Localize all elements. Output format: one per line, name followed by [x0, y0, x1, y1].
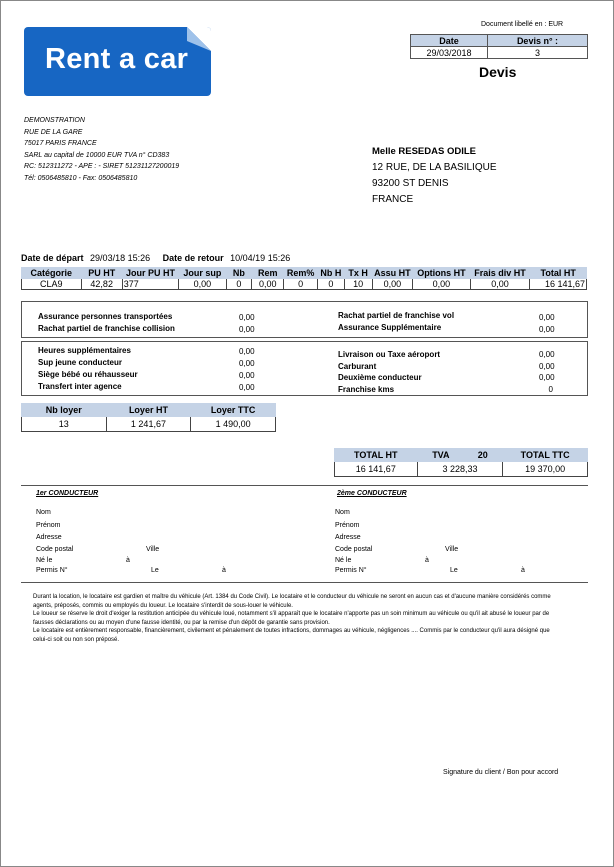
legal-paragraph: Le loueur se réserve le droit d'exiger la restitution anticipée du véhicule loué, notamment s'il apparaît que le locataire n'apporte pas un soin minimum au véhicule ou qu'il ait abusé le loueur par de fausses déclarations ou au moyen d'une fausse identité, ou par la remise d'un dépôt de garantie sans provision. — [33, 611, 550, 626]
cell-loyer-ttc: 1 490,00 — [191, 417, 276, 432]
extra-left-labels — [38, 345, 138, 393]
cell-assu-ht: 0,00 — [372, 279, 413, 290]
th-nb-loyer: Nb loyer — [22, 404, 107, 417]
second-driver-fields — [335, 507, 361, 545]
total-ttc-value: 19 370,00 — [503, 462, 588, 477]
ne-le-label: Né le — [36, 556, 53, 564]
ville-label: Ville — [146, 546, 160, 553]
option-label: Transfert inter agence — [38, 382, 122, 391]
cell-rem: 0,00 — [252, 279, 284, 290]
rental-table-header — [22, 268, 587, 279]
option-value: 0,00 — [539, 325, 555, 334]
client-country: FRANCE — [372, 194, 414, 205]
extra-right-values — [539, 349, 553, 395]
client-address — [372, 144, 497, 208]
th-total-ht: Total HT — [530, 268, 587, 279]
client-street: 12 RUE, DE LA BASILIQUE — [372, 162, 497, 173]
option-label: Assurance Supplémentaire — [338, 323, 442, 332]
company-logo — [24, 27, 211, 96]
loyer-table-header — [22, 404, 276, 417]
company-street: RUE DE LA GARE — [24, 128, 83, 136]
extra-right-labels — [338, 349, 440, 395]
a-label: à — [222, 567, 226, 574]
col-date-header: Date — [411, 35, 488, 47]
a-label: à — [126, 556, 130, 564]
th-rem: Rem — [252, 268, 284, 279]
option-label: Sup jeune conducteur — [38, 358, 123, 367]
cell-options-ht: 0,00 — [413, 279, 471, 290]
a-label: à — [425, 556, 429, 564]
document-title: Devis — [479, 64, 517, 80]
ville-label: Ville — [445, 546, 459, 553]
code-postal-label: Code postal — [36, 546, 74, 553]
code-postal-label: Code postal — [335, 546, 373, 553]
second-driver-fields-2 — [335, 545, 525, 577]
permis-label: Permis N° — [36, 567, 68, 574]
cell-tx-h: 10 — [344, 279, 372, 290]
th-loyer-ht: Loyer HT — [106, 404, 191, 417]
logo-text: Rent a car — [45, 43, 189, 75]
option-label: Assurance personnes transportées — [38, 312, 173, 321]
company-info — [24, 115, 179, 184]
th-nb: Nb — [226, 268, 252, 279]
tva-label: TVA — [432, 450, 450, 460]
option-value: 0,00 — [539, 313, 555, 322]
depart-value: 29/03/18 15:26 — [90, 253, 151, 263]
extra-left-values — [239, 346, 255, 394]
th-tx-h: Tx H — [344, 268, 372, 279]
nom-label: Nom — [335, 509, 350, 516]
option-value: 0,00 — [239, 383, 255, 392]
first-driver-fields — [36, 507, 62, 545]
th-jour-sup: Jour sup — [179, 268, 226, 279]
cell-jour-pu-ht: 377 — [122, 279, 179, 290]
option-value: 0,00 — [539, 373, 555, 382]
currency-note: Document libellé en : EUR — [481, 21, 564, 28]
devis-number: 3 — [488, 47, 588, 59]
option-label: Deuxième conducteur — [338, 373, 422, 382]
ne-le-label: Né le — [335, 556, 352, 564]
loyer-table — [21, 403, 276, 432]
cell-nb-h: 0 — [318, 279, 345, 290]
retour-label: Date de retour — [162, 253, 224, 263]
insurance-right-labels — [338, 310, 454, 334]
devis-header-table — [410, 34, 588, 59]
insurance-right-values — [539, 312, 555, 336]
table-row — [22, 279, 587, 290]
option-label: Heures supplémentaires — [38, 346, 131, 355]
th-nb-h: Nb H — [318, 268, 345, 279]
legal-paragraph: Le locataire est entièrement responsable, financièrement, civilement et pénalement de toutes infractions, dommages au véhicule, négligences .... Commis par le conducteur qu'il aura désigné que celui-ci soit ou non son préposé. — [33, 628, 550, 643]
signature-label: Signature du client / Bon pour accord — [443, 769, 559, 776]
col-devis-header: Devis n° : — [488, 35, 588, 47]
th-rem-pct: Rem% — [284, 268, 318, 279]
company-rc: RC: 512311272 - APE : - SIRET 51231127200019 — [24, 163, 180, 170]
a-label: à — [521, 567, 525, 574]
cell-total-ht: 16 141,67 — [530, 279, 587, 290]
total-ht-value: 16 141,67 — [335, 462, 418, 477]
option-value: 0,00 — [239, 347, 255, 356]
adresse-label: Adresse — [335, 534, 361, 541]
tva-rate: 20 — [477, 450, 488, 460]
totals-header — [335, 449, 588, 462]
cell-pu-ht: 42,82 — [81, 279, 122, 290]
option-label: Rachat partiel de franchise vol — [338, 311, 455, 320]
option-value: 0,00 — [539, 350, 555, 359]
prenom-label: Prénom — [36, 521, 61, 529]
table-row — [22, 417, 276, 432]
cell-frais-div-ht: 0,00 — [470, 279, 530, 290]
table-row — [335, 462, 588, 477]
cell-nb-loyer: 13 — [22, 417, 107, 432]
option-label: Siège bébé ou réhausseur — [38, 370, 138, 379]
totals-table — [334, 448, 588, 477]
option-value: 0 — [548, 384, 553, 394]
rental-table — [21, 267, 587, 290]
option-value: 0,00 — [539, 361, 555, 371]
th-categorie: Catégorie — [22, 268, 82, 279]
th-frais-div-ht: Frais div HT — [470, 268, 530, 279]
company-name: DEMONSTRATION — [24, 117, 85, 124]
th-options-ht: Options HT — [413, 268, 471, 279]
legal-paragraph: Durant la location, le locataire est gardien et maître du véhicule (Art. 1384 du Code Civil). Le locataire et le conducteur du véhicule ne seront en aucun cas et d'aucune manière considérés comme agents, préposés, commis ou employés du loueur. Le locataire s'interdit de sous-louer le véhicule. — [33, 594, 551, 609]
first-driver-title: 1er CONDUCTEUR — [36, 490, 99, 497]
tva-value: 3 228,33 — [417, 462, 503, 477]
option-value: 0,00 — [239, 359, 255, 368]
cell-rem-pct: 0 — [284, 279, 318, 290]
rental-dates — [21, 253, 290, 263]
th-total-ttc: TOTAL TTC — [503, 449, 588, 462]
permis-label: Permis N° — [335, 567, 367, 574]
option-label: Carburant — [338, 361, 377, 371]
company-city: 75017 PARIS FRANCE — [24, 140, 97, 147]
insurance-left-values — [239, 312, 255, 336]
cell-jour-sup: 0,00 — [179, 279, 226, 290]
section-divider — [21, 485, 588, 486]
th-loyer-ttc: Loyer TTC — [191, 404, 276, 417]
retour-value: 10/04/19 15:26 — [230, 253, 291, 263]
option-value: 0,00 — [239, 313, 255, 322]
prenom-label: Prénom — [335, 521, 360, 529]
th-pu-ht: PU HT — [81, 268, 122, 279]
section-divider — [21, 582, 588, 583]
devis-date: 29/03/2018 — [411, 47, 488, 59]
insurance-left-labels — [38, 311, 175, 335]
le-label: Le — [151, 567, 159, 574]
cell-nb: 0 — [226, 279, 252, 290]
client-city: 93200 ST DENIS — [372, 178, 449, 189]
option-label: Franchise kms — [338, 384, 395, 394]
page-fold-icon — [187, 27, 211, 51]
company-phone: Tél: 0506485810 - Fax: 0506485810 — [24, 174, 138, 182]
option-value: 0,00 — [239, 325, 255, 334]
option-label: Rachat partiel de franchise collision — [38, 324, 175, 333]
option-label: Livraison ou Taxe aéroport — [338, 350, 441, 359]
cell-loyer-ht: 1 241,67 — [106, 417, 191, 432]
legal-conditions — [33, 593, 563, 645]
depart-label: Date de départ — [21, 253, 84, 263]
th-assu-ht: Assu HT — [372, 268, 413, 279]
th-tva — [417, 449, 503, 462]
second-driver-title: 2ème CONDUCTEUR — [337, 490, 407, 497]
client-name: Melle RESEDAS ODILE — [372, 146, 476, 157]
first-driver-fields-2 — [36, 545, 226, 577]
th-jour-pu-ht: Jour PU HT — [122, 268, 179, 279]
adresse-label: Adresse — [36, 534, 62, 541]
le-label: Le — [450, 567, 458, 574]
cell-categorie: CLA9 — [22, 279, 82, 290]
option-value: 0,00 — [239, 371, 255, 380]
company-capital: SARL au capital de 10000 EUR TVA n° CD383 — [24, 151, 170, 159]
th-total-ht: TOTAL HT — [335, 449, 418, 462]
nom-label: Nom — [36, 509, 51, 516]
